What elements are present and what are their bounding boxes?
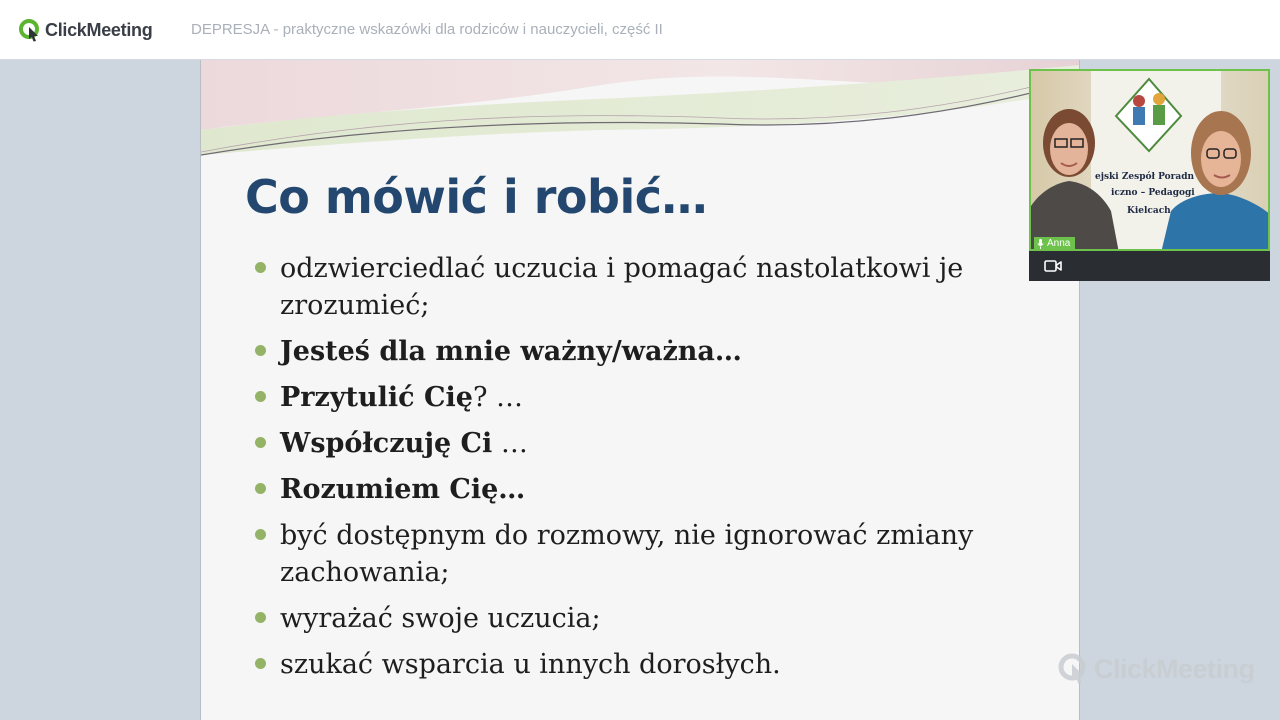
presenter-video-tile[interactable] [1029,69,1270,281]
bullet-dot-icon [255,529,266,540]
clickmeeting-watermark-icon [1058,652,1090,686]
active-speaker-badge [1034,237,1075,251]
bullet-dot-icon [255,437,266,448]
video-feed [1029,69,1270,251]
bullet-item: odzwierciedlać uczucia i pomagać nastolatkowi je zrozumieć; [255,250,1055,324]
brand-name: ClickMeeting [45,19,153,40]
clickmeeting-watermark [1058,652,1255,686]
bullet-dot-icon [255,262,266,273]
camera-icon[interactable] [1044,259,1062,273]
clickmeeting-logo-icon [18,18,42,42]
bullet-item: Współczuję Ci … [255,425,1055,462]
bullet-dot-icon [255,658,266,669]
event-title: DEPRESJA - praktyczne wskazówki dla rodziców i nauczycieli, część II [191,21,663,38]
bullet-dot-icon [255,483,266,494]
video-controls-bar [1029,251,1270,281]
webcam-image [1031,71,1270,251]
bullet-item: Rozumiem Cię… [255,471,1055,508]
slide-title: Co mówić i robić… [245,170,707,224]
presentation-slide [200,60,1080,720]
microphone-icon [1037,239,1044,249]
bullet-dot-icon [255,612,266,623]
bullet-item: szukać wsparcia u innych dorosłych. [255,646,1055,683]
bullet-item: być dostępnym do rozmowy, nie ignorować zmiany zachowania; [255,517,1055,591]
bullet-dot-icon [255,345,266,356]
clickmeeting-logo[interactable] [18,18,152,42]
bullet-dot-icon [255,391,266,402]
sign-line: iczno – Pedagogi [1111,188,1195,198]
speaker-name: Anna [1047,238,1071,249]
sign-line: Kielcach [1127,206,1171,216]
bullet-item: wyrażać swoje uczucia; [255,600,1055,637]
bullet-item: Przytulić Cię? … [255,379,1055,416]
slide-bullet-list [255,250,1055,692]
bullet-item: Jesteś dla mnie ważny/ważna… [255,333,1055,370]
watermark-text: ClickMeeting [1094,653,1255,684]
top-bar [0,0,1280,60]
sign-line: ejski Zespół Poradn [1095,172,1195,182]
